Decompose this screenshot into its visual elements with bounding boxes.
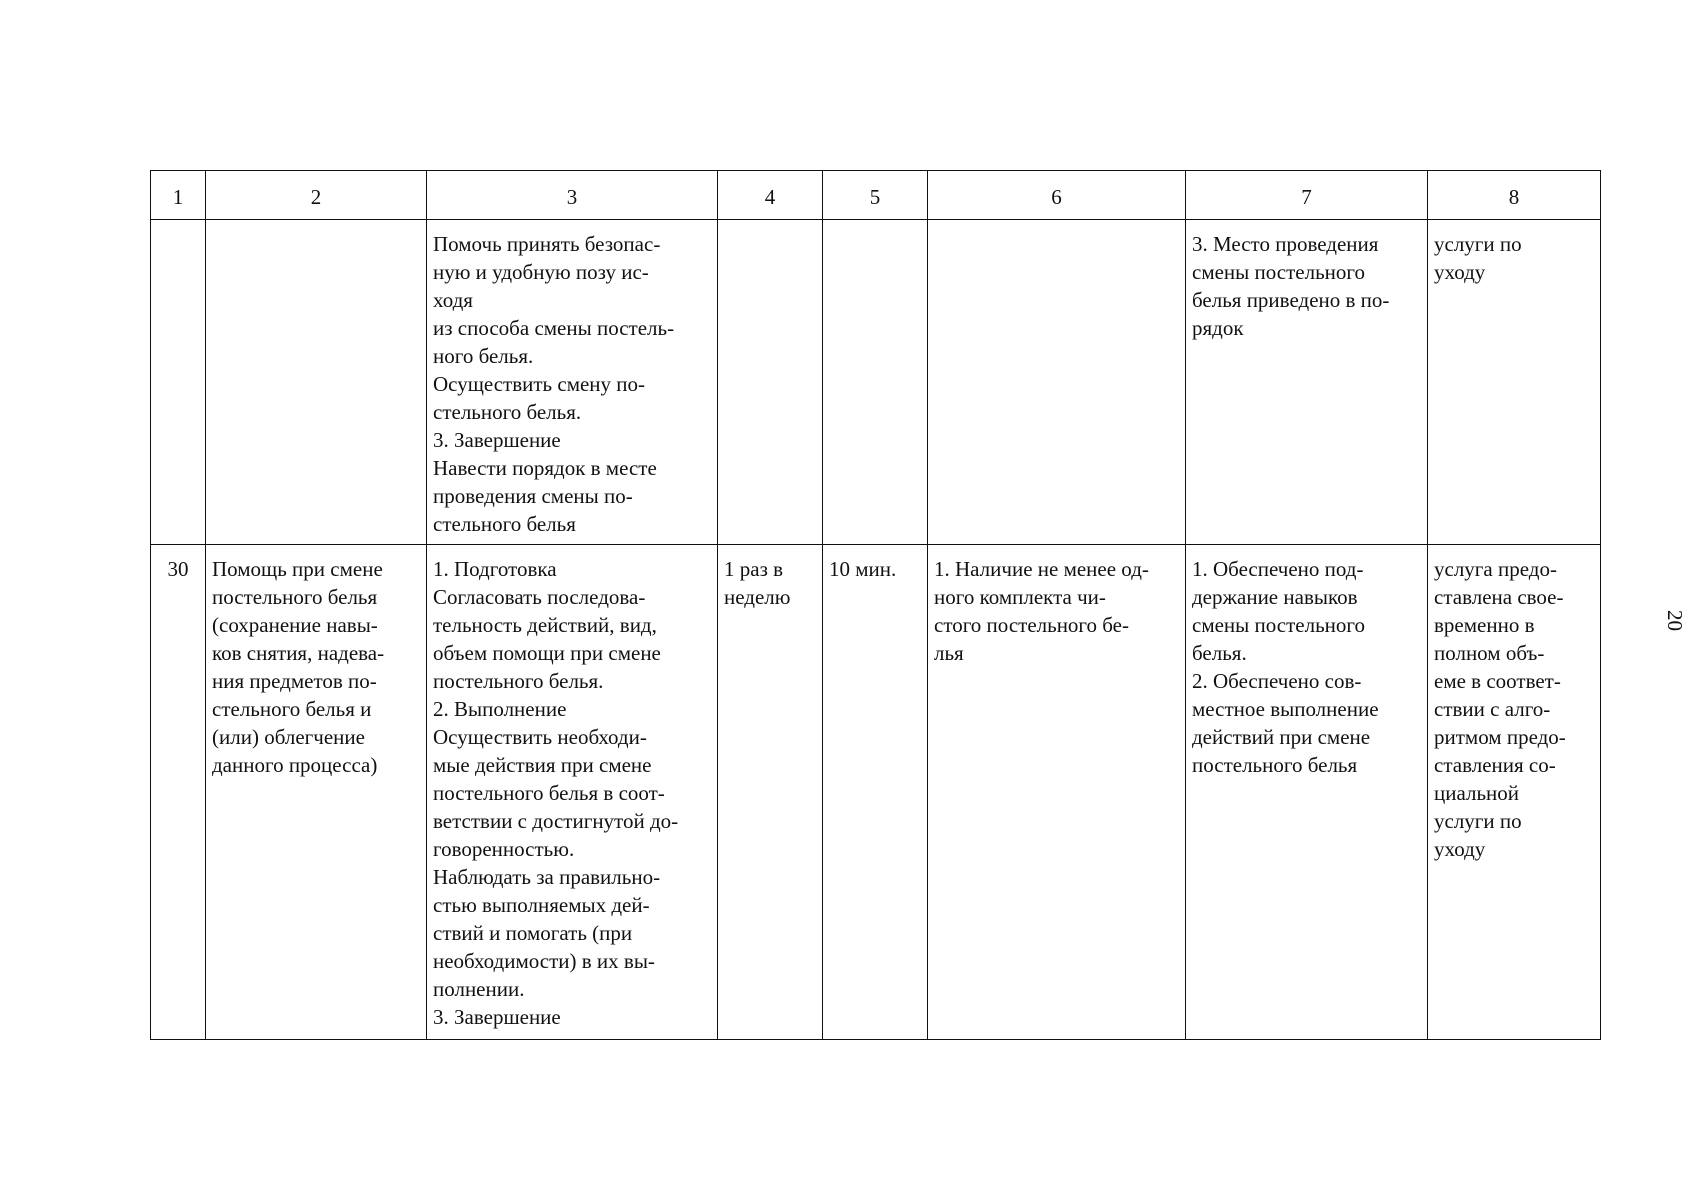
page-number: 20 xyxy=(1663,610,1687,631)
result-cell: 1. Обеспечено под- держание навыков смены постельного белья. 2. Обеспечено сов- местное выполнение действий при смене постельного белья xyxy=(1186,545,1428,1040)
frequency-cell: 1 раз в неделю xyxy=(718,545,823,1040)
procedure-cell: Помочь принять безопас- ную и удобную позу ис- ходя из способа смены постель- ного белья. Осуществить смену по- стельного белья. 3. Завершение Навести порядок в месте проведения смены по- стельного белья xyxy=(427,220,718,545)
service-name-cell: Помощь при смене постельного белья (сохранение навы- ков снятия, надева- ния предметов по- стельного белья и (или) облегчение данного процесса) xyxy=(206,545,427,1040)
conditions-cell: 1. Наличие не менее од- ного комплекта чи- стого постельного бе- лья xyxy=(928,545,1186,1040)
service-name-cell xyxy=(206,220,427,545)
table-row-continuation xyxy=(151,220,1601,545)
column-header-8: 8 xyxy=(1428,171,1601,220)
column-header-5: 5 xyxy=(823,171,928,220)
result-cell: 3. Место проведения смены постельного белья приведено в по- рядок xyxy=(1186,220,1428,545)
procedure-cell: 1. Подготовка Согласовать последова- тельность действий, вид, объем помощи при смене постельного белья. 2. Выполнение Осуществить необходи- мые действия при смене постельного белья в соот- ветствии с достигнутой до- говоренностью. Наблюдать за правильно- стью выполняемых дей- ствий и помогать (при необходимости) в их вы- полнении. 3. Завершение xyxy=(427,545,718,1040)
column-header-6: 6 xyxy=(928,171,1186,220)
evaluation-cell: услуга предо- ставлена свое- временно в полном объ- еме в соответ- ствии с алго- ритмом предо- ставления со- циальной услуги по уходу xyxy=(1428,545,1601,1040)
duration-cell xyxy=(823,220,928,545)
table-header-row xyxy=(151,171,1601,220)
table-row-30 xyxy=(151,545,1601,1040)
column-header-3: 3 xyxy=(427,171,718,220)
column-header-4: 4 xyxy=(718,171,823,220)
column-header-2: 2 xyxy=(206,171,427,220)
row-number-cell: 30 xyxy=(151,545,206,1040)
evaluation-cell: услуги по уходу xyxy=(1428,220,1601,545)
duration-cell: 10 мин. xyxy=(823,545,928,1040)
conditions-cell xyxy=(928,220,1186,545)
row-number-cell xyxy=(151,220,206,545)
column-header-7: 7 xyxy=(1186,171,1428,220)
column-header-1: 1 xyxy=(151,171,206,220)
frequency-cell xyxy=(718,220,823,545)
services-table xyxy=(150,170,1601,1040)
